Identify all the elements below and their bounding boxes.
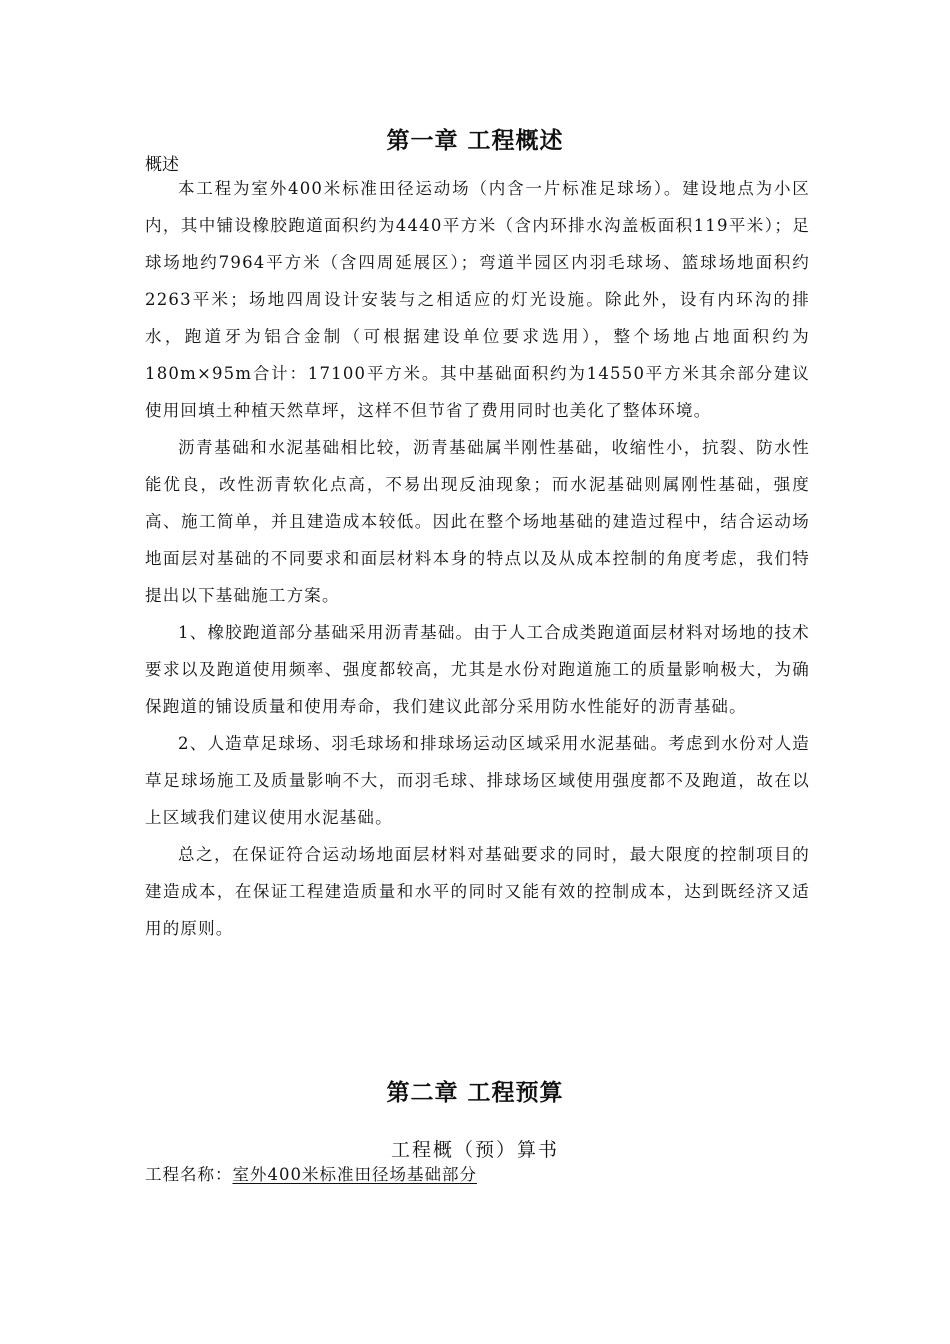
chapter-1-title: 第一章 工程概述 [386, 128, 564, 154]
paragraph-4: 2、人造草足球场、羽毛球场和排球场运动区域采用水泥基础。考虑到水份对人造草足球场施工及质量影响不大，而羽毛球、排球场区域使用强度都不及跑道，故在以上区域我们建议使用水泥基础。 [145, 734, 810, 827]
project-name-label: 工程名称： [145, 1165, 233, 1184]
chapter-2-title: 第二章 工程预算 [386, 1080, 564, 1106]
chapter-1-body [145, 170, 810, 947]
project-name-line [145, 1161, 477, 1185]
paragraph-2: 沥青基础和水泥基础相比较，沥青基础属半刚性基础，收缩性小，抗裂、防水性能优良，改性沥青软化点高，不易出现反油现象；而水泥基础则属刚性基础，强度高、施工简单，并且建造成本较低。因此在整个场地基础的建造过程中，结合运动场地面层对基础的不同要求和面层材料本身的特点以及从成本控制的角度考虑，我们特提出以下基础施工方案。 [145, 438, 810, 605]
project-name-value: 室外400米标准田径场基础部分 [232, 1165, 477, 1184]
estimate-subtitle: 工程概（预）算书 [390, 1139, 559, 1161]
paragraph-3: 1、橡胶跑道部分基础采用沥青基础。由于人工合成类跑道面层材料对场地的技术要求以及跑道使用频率、强度都较高，尤其是水份对跑道施工的质量影响极大，为确保跑道的铺设质量和使用寿命，我们建议此部分采用防水性能好的沥青基础。 [145, 623, 810, 716]
paragraph-1: 本工程为室外400米标准田径运动场（内含一片标准足球场）。建设地点为小区内，其中铺设橡胶跑道面积约为4440平方米（含内环排水沟盖板面积119平米）；足球场地约7964平方米（含四周延展区）；弯道半园区内羽毛球场、篮球场地面积约2263平米；场地四周设计安装与之相适应的灯光设施。除此外，设有内环沟的排水，跑道牙为铝合金制（可根据建设单位要求选用），整个场地占地面积约为180m×95m合计：17100平方米。其中基础面积约为14550平方米其余部分建议使用回填土种植天然草坪，这样不但节省了费用同时也美化了整体环境。 [145, 179, 810, 420]
section-label-overview: 概述 [145, 155, 179, 175]
paragraph-5: 总之，在保证符合运动场地面层材料对基础要求的同时，最大限度的控制项目的建造成本，在保证工程建造质量和水平的同时又能有效的控制成本，达到既经济又适用的原则。 [145, 845, 810, 938]
